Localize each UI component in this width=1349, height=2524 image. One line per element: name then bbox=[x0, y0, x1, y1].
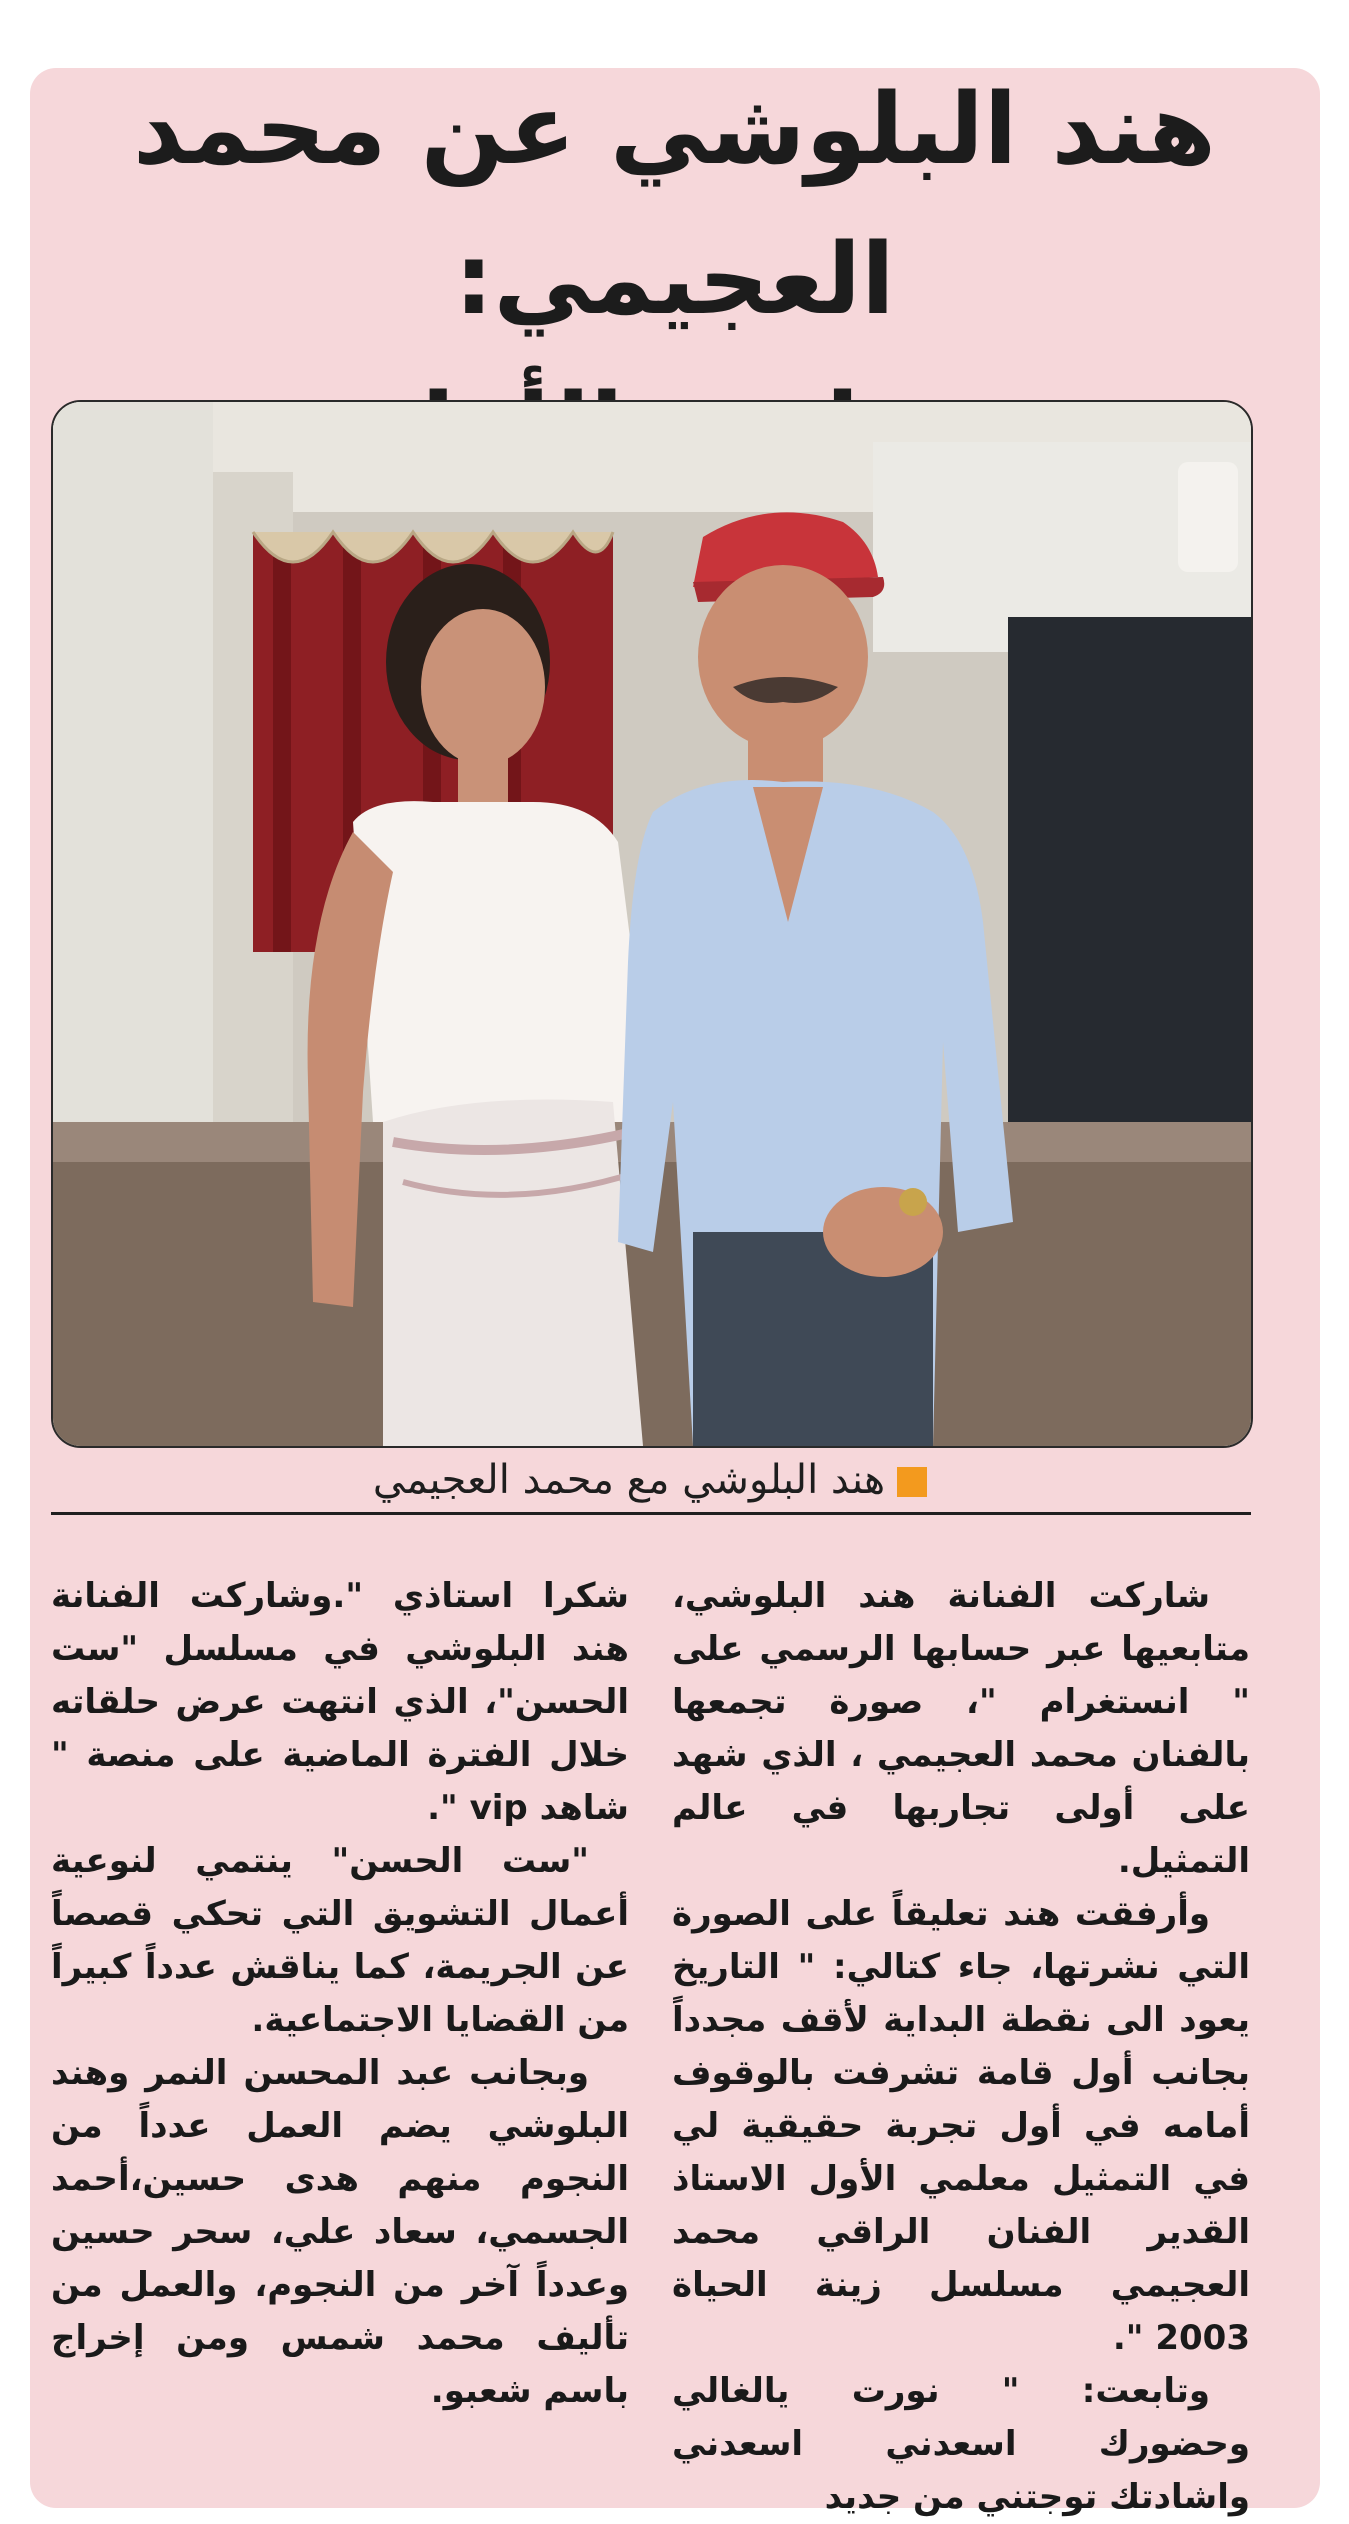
photo-caption bbox=[51, 1450, 1249, 1510]
paragraph: وبجانب عبد المحسن النمر وهند البلوشي يضم العمل عدداً من النجوم منهم هدى حسين،أحمد الجسمي، سعاد علي، سحر حسين وعدداً آخر من النجوم، والعمل من تأليف محمد شمس ومن إخراج باسم شعبو. bbox=[51, 2053, 629, 2411]
headline-line-1: هند البلوشي عن محمد العجيمي: bbox=[132, 73, 1217, 337]
paragraph: وأرفقت هند تعليقاً على الصورة التي نشرتها، جاء كتالي: " التاريخ يعود الى نقطة البداية لأقف مجدداً بجانب أول قامة تشرفت بالوقوف أمامه في أول تجربة حقيقية لي في التمثيل معلمي الأول الاستاذ القدير الفنان الراقي محمد العجيمي مسلسل زينة الحياة 2003 ". bbox=[672, 1894, 1250, 2358]
caption-text: هند البلوشي مع محمد العجيمي bbox=[372, 1457, 886, 1503]
paragraph: وتابعت: " نورت يالغالي وحضورك اسعدني اسعدني واشادتك توجتني من جديد bbox=[672, 2371, 1250, 2517]
caption-divider bbox=[51, 1512, 1251, 1515]
paragraph: "ست الحسن" ينتمي لنوعية أعمال التشويق التي تحكي قصصاً عن الجريمة، كما يناقش عدداً كبيراً من القضايا الاجتماعية. bbox=[51, 1841, 629, 2040]
article-column-right bbox=[672, 1570, 1250, 2524]
article-photo bbox=[51, 400, 1253, 1448]
caption-bullet-icon bbox=[897, 1467, 927, 1497]
paragraph: شكرا استاذي ".وشاركت الفنانة هند البلوشي في مسلسل "ست الحسن"، الذي انتهت عرض حلقاته خلال الفترة الماضية على منصة " شاهد vip ". bbox=[51, 1576, 629, 1828]
article-column-left bbox=[51, 1570, 629, 2418]
photo-illustration bbox=[53, 402, 1251, 1446]
paragraph: شاركت الفنانة هند البلوشي، متابعيها عبر حسابها الرسمي على " انستغرام "، صورة تجمعها بالفنان محمد العجيمي ، الذي شهد على أولى تجاربها في عالم التمثيل. bbox=[672, 1576, 1250, 1881]
